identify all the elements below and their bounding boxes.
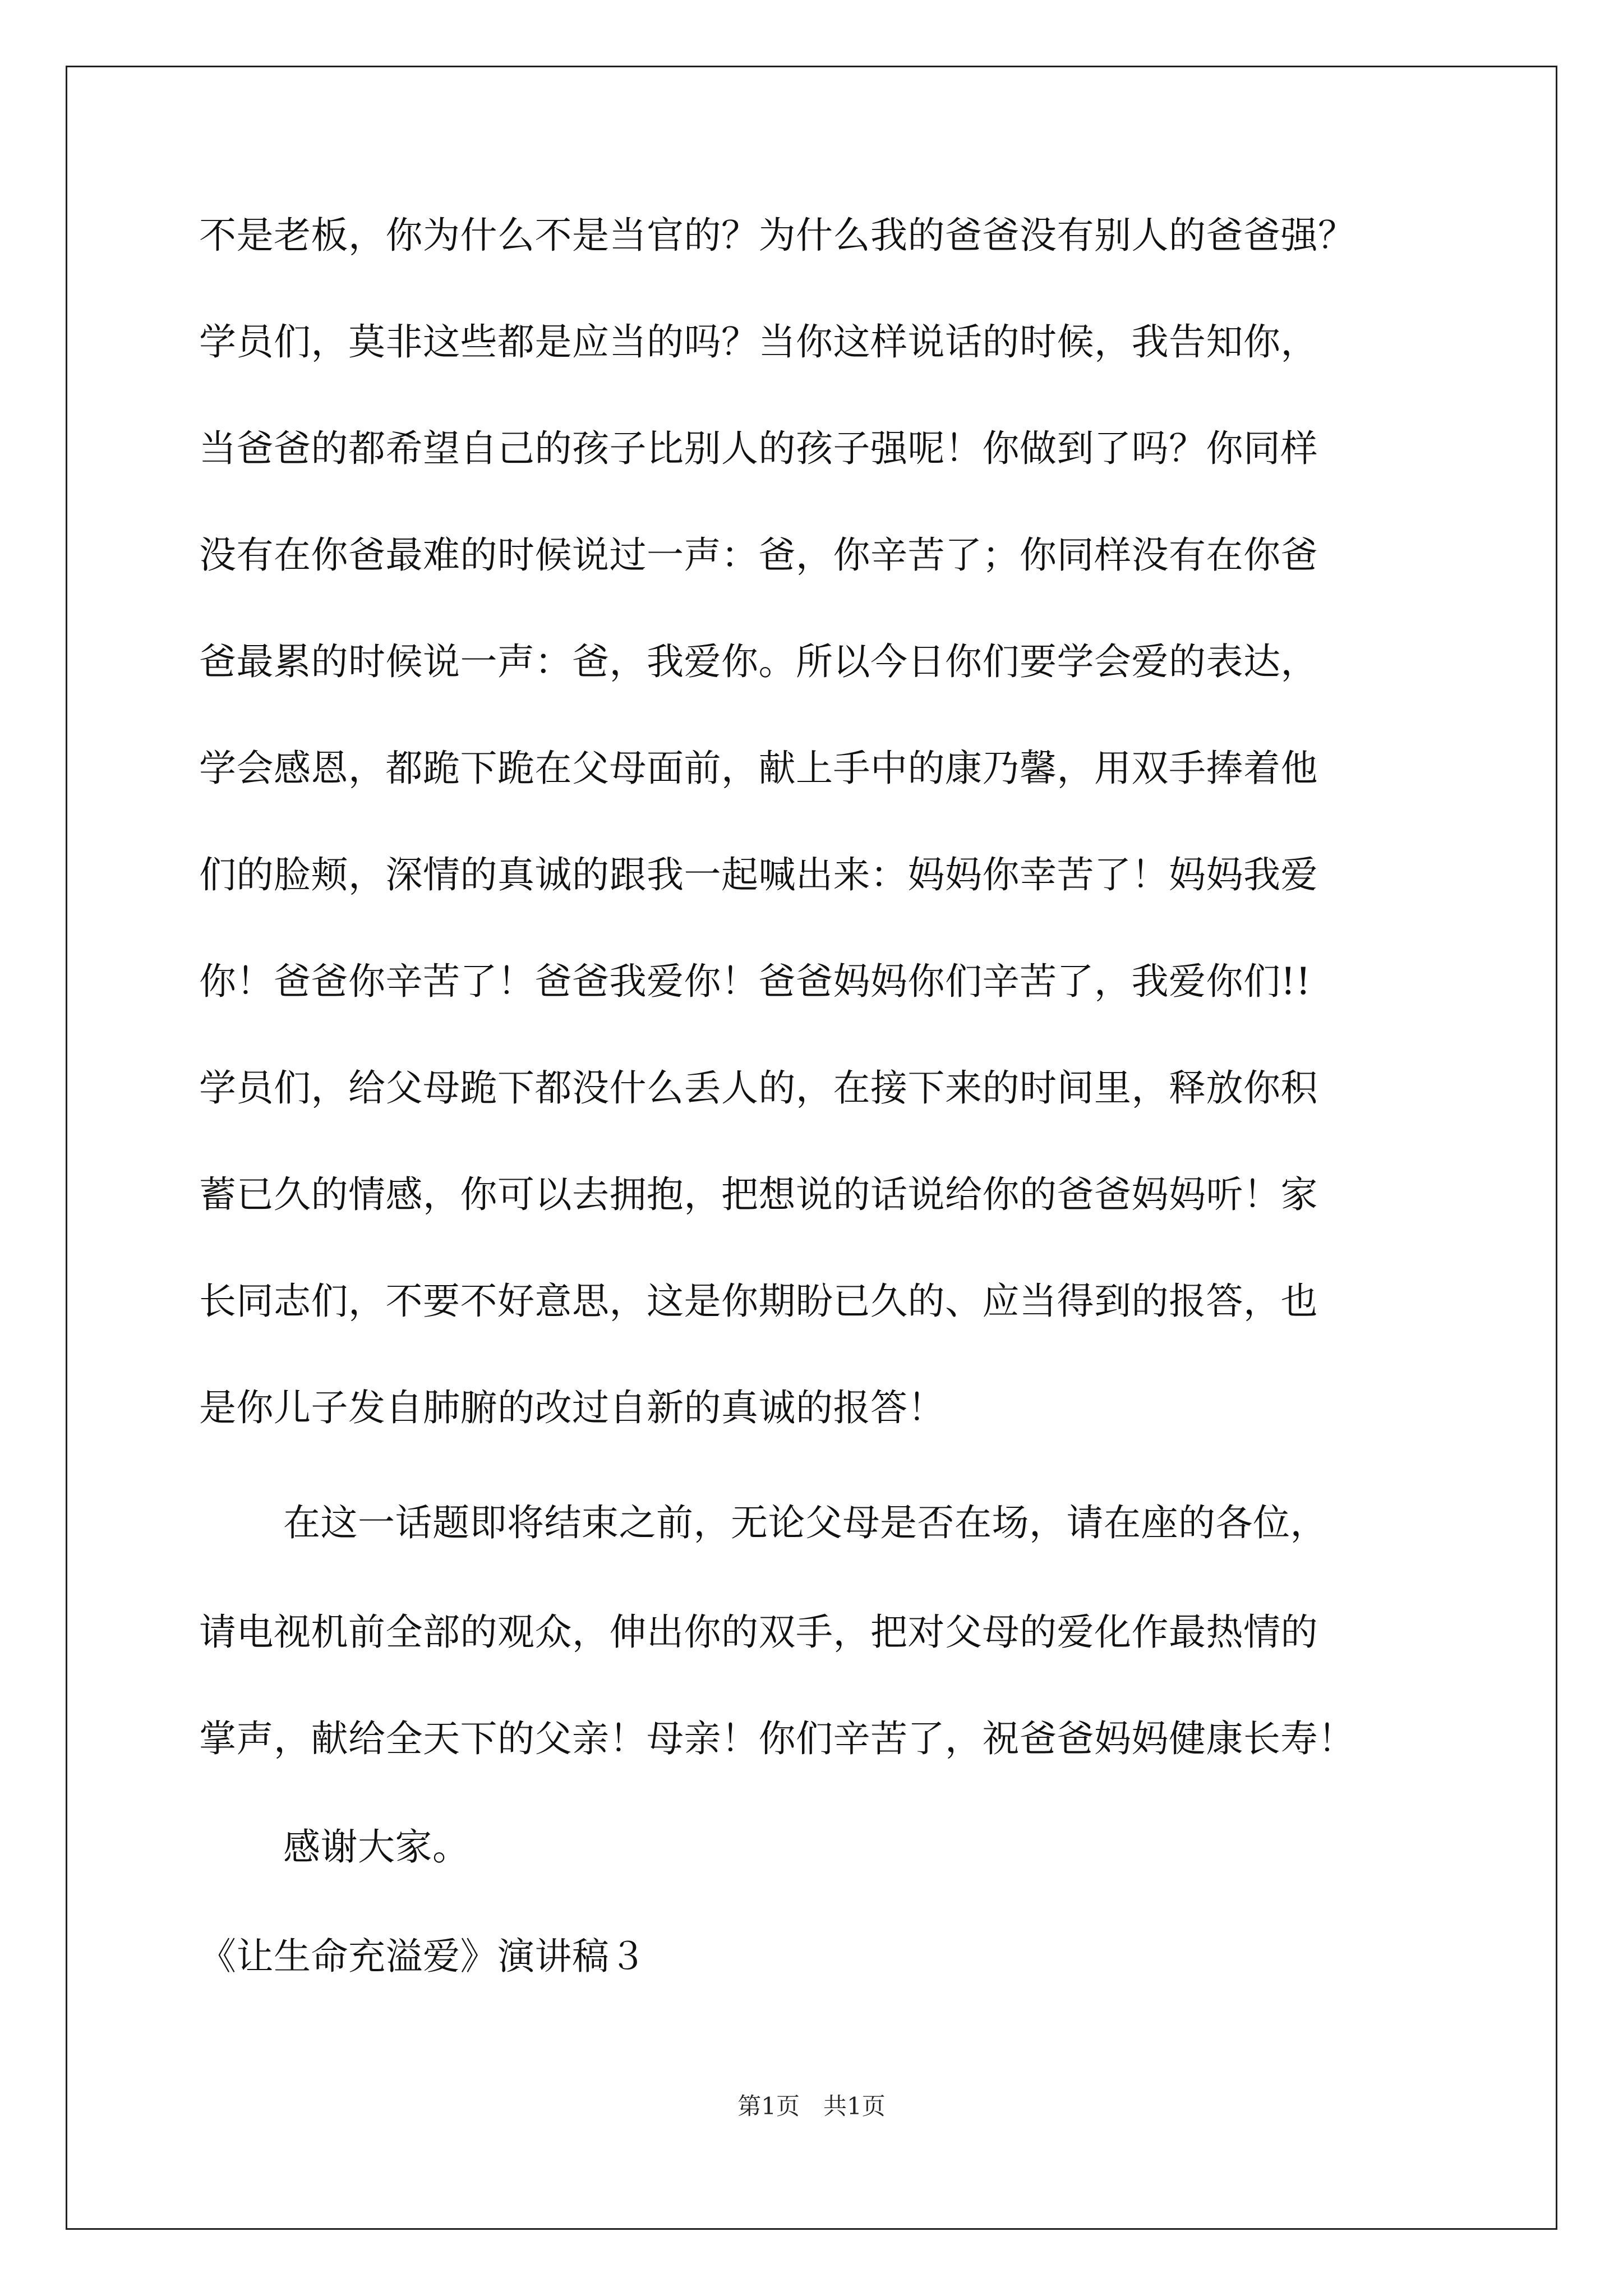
page-number-footer: 第1页 共1页 <box>737 2092 886 2120</box>
text-line-12: 是你儿子发自肺腑的改过自新的真诚的报答！ <box>199 1386 945 1429</box>
text-line-8: 你！爸爸你辛苦了！爸爸我爱你！爸爸妈妈你们辛苦了，我爱你们!! <box>199 960 1311 1003</box>
page-border <box>66 66 1557 2230</box>
text-line-7: 们的脸颊，深情的真诚的跟我一起喊出来：妈妈你幸苦了！妈妈我爱 <box>199 853 1318 896</box>
section-heading: 《让生命充溢爱》演讲稿３ <box>199 1935 647 1978</box>
text-line-5: 爸最累的时候说一声：爸，我爱你。所以今日你们要学会爱的表达， <box>199 640 1318 683</box>
text-line-15: 掌声，献给全天下的父亲！母亲！你们辛苦了，祝爸爸妈妈健康长寿！ <box>199 1717 1355 1760</box>
text-line-10: 蓄已久的情感，你可以去拥抱，把想说的话说给你的爸爸妈妈听！家 <box>199 1173 1318 1216</box>
text-line-1: 不是老板，你为什么不是当官的？为什么我的爸爸没有别人的爸爸强？ <box>199 214 1355 257</box>
text-line-4: 没有在你爸最难的时候说过一声：爸，你辛苦了；你同样没有在你爸 <box>199 533 1318 577</box>
text-line-3: 当爸爸的都希望自己的孩子比别人的孩子强呢！你做到了吗？你同样 <box>199 427 1318 470</box>
text-line-11: 长同志们，不要不好意思，这是你期盼已久的、应当得到的报答，也 <box>199 1280 1318 1323</box>
text-line-9: 学员们，给父母跪下都没什么丢人的，在接下来的时间里，释放你积 <box>199 1066 1318 1110</box>
text-line-13: 在这一话题即将结束之前，无论父母是否在场，请在座的各位， <box>283 1501 1327 1544</box>
text-line-14: 请电视机前全部的观众，伸出你的双手，把对父母的爱化作最热情的 <box>199 1611 1318 1654</box>
text-line-2: 学员们，莫非这些都是应当的吗？当你这样说话的时候，我告知你， <box>199 320 1318 364</box>
text-line-16: 感谢大家。 <box>283 1825 470 1869</box>
text-line-6: 学会感恩，都跪下跪在父母面前，献上手中的康乃馨，用双手捧着他 <box>199 747 1318 790</box>
